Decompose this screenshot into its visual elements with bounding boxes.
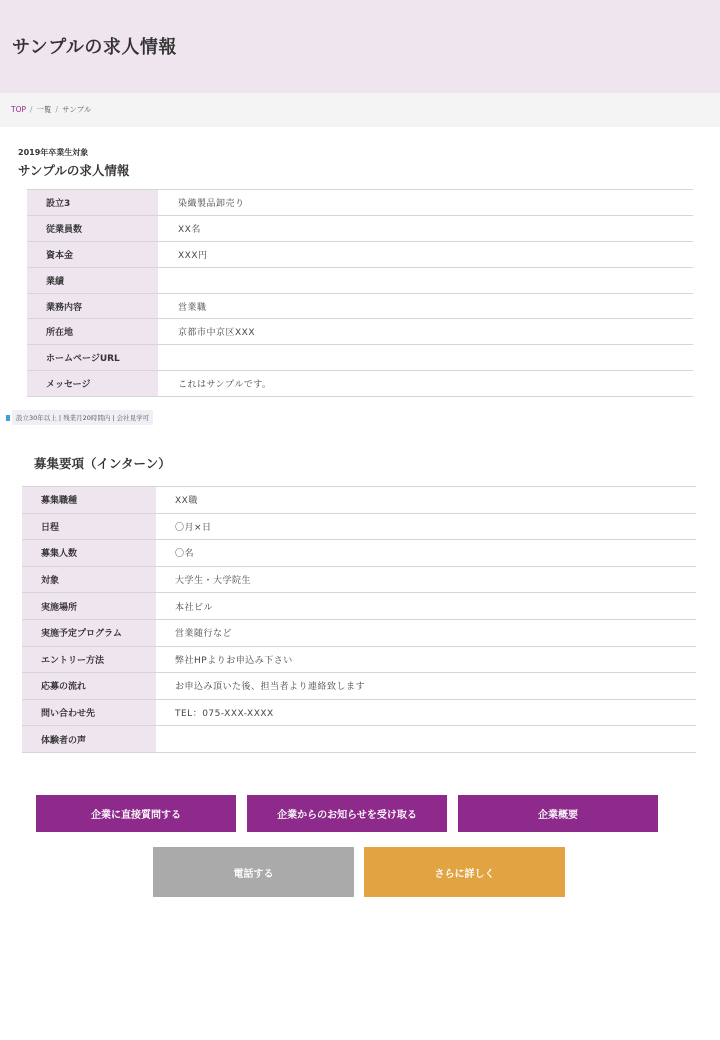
row-value: XX名 <box>158 215 693 241</box>
row-value: 〇月×日 <box>156 513 696 540</box>
table-row <box>27 215 693 241</box>
row-label: 実施予定プログラム <box>22 619 156 646</box>
table-row <box>22 673 696 700</box>
table-row <box>22 540 696 567</box>
row-value: 京都市中京区XXX <box>158 319 693 345</box>
row-label: 設立3 <box>27 190 158 216</box>
row-value: TEL：075-XXX-XXXX <box>156 699 696 726</box>
row-value: XXX円 <box>158 241 693 267</box>
receive-notifications-button[interactable]: 企業からのお知らせを受け取る <box>247 795 447 832</box>
breadcrumb-separator: / <box>30 105 33 114</box>
row-label: メッセージ <box>27 371 158 397</box>
row-label: 所在地 <box>27 319 158 345</box>
row-value <box>156 726 696 753</box>
feature-tags <box>6 409 153 426</box>
row-value: 営業職 <box>158 293 693 319</box>
row-label: 対象 <box>22 566 156 593</box>
row-value: 染織製品卸売り <box>158 190 693 216</box>
breadcrumb-list-link[interactable]: 一覧 <box>36 105 52 114</box>
row-value: お申込み頂いた後、担当者より連絡致します <box>156 673 696 700</box>
breadcrumb-bar <box>0 93 720 127</box>
breadcrumb-current: サンプル <box>62 105 92 114</box>
company-info-table <box>27 189 693 397</box>
recruitment-table <box>22 486 696 753</box>
table-row <box>27 190 693 216</box>
feature-tags-text: 設立30年以上 | 残業月20時間内 | 会社見学可 <box>12 410 153 425</box>
page-title: サンプルの求人情報 <box>12 37 177 58</box>
row-value: 〇名 <box>156 540 696 567</box>
more-details-button[interactable]: さらに詳しく <box>364 847 565 897</box>
call-button[interactable]: 電話する <box>153 847 354 897</box>
row-value <box>158 267 693 293</box>
table-row <box>22 726 696 753</box>
breadcrumb-top-link[interactable]: TOP <box>11 105 27 114</box>
row-label: 業務内容 <box>27 293 158 319</box>
recruitment-heading: 募集要項（インターン） <box>34 456 171 471</box>
row-label: 従業員数 <box>27 215 158 241</box>
row-value: 営業随行など <box>156 619 696 646</box>
row-label: 資本金 <box>27 241 158 267</box>
row-label: 実施場所 <box>22 593 156 620</box>
company-overview-button[interactable]: 企業概要 <box>458 795 658 832</box>
table-row <box>22 513 696 540</box>
table-row <box>27 241 693 267</box>
table-row <box>22 487 696 514</box>
row-label: エントリー方法 <box>22 646 156 673</box>
row-label: 問い合わせ先 <box>22 699 156 726</box>
row-label: 応募の流れ <box>22 673 156 700</box>
table-row <box>27 293 693 319</box>
table-row <box>22 566 696 593</box>
table-row <box>27 319 693 345</box>
row-value: 大学生・大学院生 <box>156 566 696 593</box>
table-row <box>22 646 696 673</box>
row-label: 体験者の声 <box>22 726 156 753</box>
breadcrumb <box>11 104 91 115</box>
row-label: ホームページURL <box>27 345 158 371</box>
row-value: 本社ビル <box>156 593 696 620</box>
row-label: 募集人数 <box>22 540 156 567</box>
table-row <box>22 699 696 726</box>
tag-marker-icon <box>6 415 10 421</box>
row-label: 日程 <box>22 513 156 540</box>
breadcrumb-separator: / <box>55 105 59 114</box>
row-label: 募集職種 <box>22 487 156 514</box>
table-row <box>27 345 693 371</box>
table-row <box>22 619 696 646</box>
row-value <box>158 345 693 371</box>
row-label: 業績 <box>27 267 158 293</box>
row-value: XX職 <box>156 487 696 514</box>
table-row <box>27 267 693 293</box>
table-row <box>22 593 696 620</box>
graduation-target-label: 2019年卒業生対象 <box>18 148 89 157</box>
job-title: サンプルの求人情報 <box>18 163 130 178</box>
row-value: これはサンプルです。 <box>158 371 693 397</box>
page-header <box>0 0 720 93</box>
ask-company-button[interactable]: 企業に直接質問する <box>36 795 236 832</box>
row-value: 弊社HPよりお申込み下さい <box>156 646 696 673</box>
table-row <box>27 371 693 397</box>
